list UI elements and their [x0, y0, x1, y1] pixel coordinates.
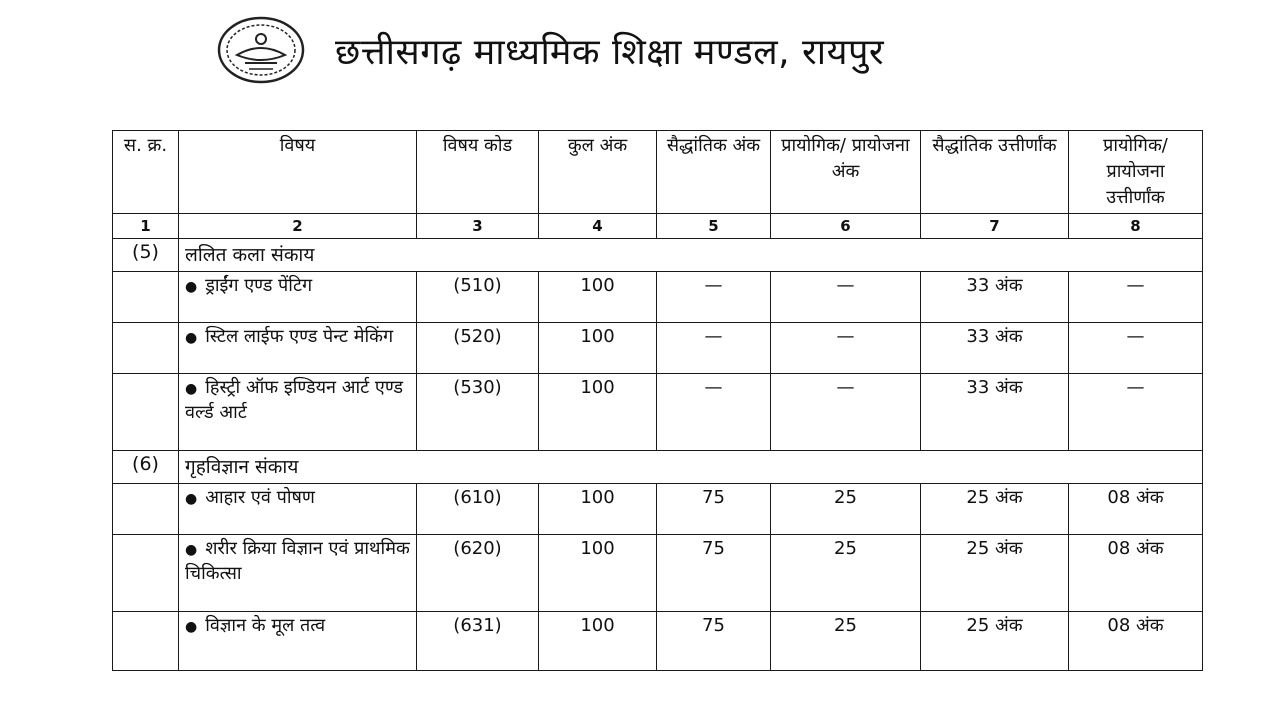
subject-cell	[179, 612, 417, 671]
column-number: 2	[179, 214, 417, 239]
practical-cell: 25	[771, 484, 921, 535]
total-cell: 100	[539, 323, 657, 374]
section-title: गृहविज्ञान संकाय	[179, 451, 1203, 484]
subject-name: विज्ञान के मूल तत्व	[205, 615, 326, 636]
code-cell: (530)	[417, 374, 539, 451]
subject-name: हिस्ट्री ऑफ इण्डियन आर्ट एण्ड वर्ल्ड आर्ट	[185, 377, 404, 423]
serial-cell	[113, 484, 179, 535]
table-row	[113, 612, 1203, 671]
col-header-subject: विषय	[179, 131, 417, 214]
document-header	[215, 14, 884, 86]
column-number: 1	[113, 214, 179, 239]
section-number: (6)	[113, 451, 179, 484]
practical-pass-cell: 08 अंक	[1069, 535, 1203, 612]
col-header-code: विषय कोड	[417, 131, 539, 214]
total-cell: 100	[539, 612, 657, 671]
total-cell: 100	[539, 484, 657, 535]
section-row	[113, 451, 1203, 484]
subject-cell	[179, 272, 417, 323]
table-row	[113, 535, 1203, 612]
theory-cell: —	[657, 323, 771, 374]
theory-cell: 75	[657, 535, 771, 612]
code-cell: (520)	[417, 323, 539, 374]
table-row	[113, 323, 1203, 374]
bullet-icon: ●	[185, 381, 198, 397]
code-cell: (610)	[417, 484, 539, 535]
table-row	[113, 272, 1203, 323]
bullet-icon: ●	[185, 491, 198, 507]
column-number: 6	[771, 214, 921, 239]
subject-cell	[179, 535, 417, 612]
code-cell: (631)	[417, 612, 539, 671]
table-header-row	[113, 131, 1203, 214]
col-header-practical: प्रायोगिक/ प्रायोजना अंक	[771, 131, 921, 214]
serial-cell	[113, 272, 179, 323]
practical-pass-cell: —	[1069, 272, 1203, 323]
theory-pass-cell: 33 अंक	[921, 374, 1069, 451]
theory-cell: 75	[657, 612, 771, 671]
section-title: ललित कला संकाय	[179, 239, 1203, 272]
code-cell: (620)	[417, 535, 539, 612]
subject-name: ड्राईंग एण्ड पेंटिग	[205, 275, 313, 296]
total-cell: 100	[539, 374, 657, 451]
column-number: 5	[657, 214, 771, 239]
practical-cell: 25	[771, 612, 921, 671]
subject-name: आहार एवं पोषण	[205, 487, 315, 508]
subject-cell	[179, 374, 417, 451]
theory-pass-cell: 25 अंक	[921, 535, 1069, 612]
col-header-total: कुल अंक	[539, 131, 657, 214]
organization-title: छत्तीसगढ़ माध्यमिक शिक्षा मण्डल, रायपुर	[335, 31, 885, 73]
code-cell: (510)	[417, 272, 539, 323]
practical-cell: —	[771, 323, 921, 374]
practical-pass-cell: —	[1069, 374, 1203, 451]
theory-cell: —	[657, 374, 771, 451]
theory-pass-cell: 33 अंक	[921, 323, 1069, 374]
bullet-icon: ●	[185, 542, 198, 558]
subject-name: स्टिल लाईफ एण्ड पेन्ट मेकिंग	[205, 326, 394, 347]
subject-name: शरीर क्रिया विज्ञान एवं प्राथमिक चिकित्सा	[185, 538, 410, 584]
column-number: 8	[1069, 214, 1203, 239]
table-row	[113, 484, 1203, 535]
table-row	[113, 374, 1203, 451]
theory-pass-cell: 33 अंक	[921, 272, 1069, 323]
subject-cell	[179, 484, 417, 535]
bullet-icon: ●	[185, 619, 198, 635]
total-cell: 100	[539, 272, 657, 323]
theory-cell: —	[657, 272, 771, 323]
theory-pass-cell: 25 अंक	[921, 612, 1069, 671]
bullet-icon: ●	[185, 279, 198, 295]
col-header-theory-pass: सैद्धांतिक उत्तीर्णांक	[921, 131, 1069, 214]
practical-cell: —	[771, 272, 921, 323]
col-header-theory: सैद्धांतिक अंक	[657, 131, 771, 214]
column-number-row	[113, 214, 1203, 239]
col-header-practical-pass: प्रायोगिक/ प्रायोजना उत्तीर्णांक	[1069, 131, 1203, 214]
practical-pass-cell: 08 अंक	[1069, 484, 1203, 535]
serial-cell	[113, 374, 179, 451]
serial-cell	[113, 535, 179, 612]
marks-table	[112, 130, 1203, 671]
practical-pass-cell: —	[1069, 323, 1203, 374]
column-number: 7	[921, 214, 1069, 239]
col-header-serial: स. क्र.	[113, 131, 179, 214]
practical-cell: —	[771, 374, 921, 451]
section-number: (5)	[113, 239, 179, 272]
theory-cell: 75	[657, 484, 771, 535]
theory-pass-cell: 25 अंक	[921, 484, 1069, 535]
total-cell: 100	[539, 535, 657, 612]
section-row	[113, 239, 1203, 272]
practical-cell: 25	[771, 535, 921, 612]
bullet-icon: ●	[185, 330, 198, 346]
serial-cell	[113, 612, 179, 671]
board-emblem-icon	[215, 15, 307, 85]
column-number: 4	[539, 214, 657, 239]
serial-cell	[113, 323, 179, 374]
column-number: 3	[417, 214, 539, 239]
subject-cell	[179, 323, 417, 374]
practical-pass-cell: 08 अंक	[1069, 612, 1203, 671]
